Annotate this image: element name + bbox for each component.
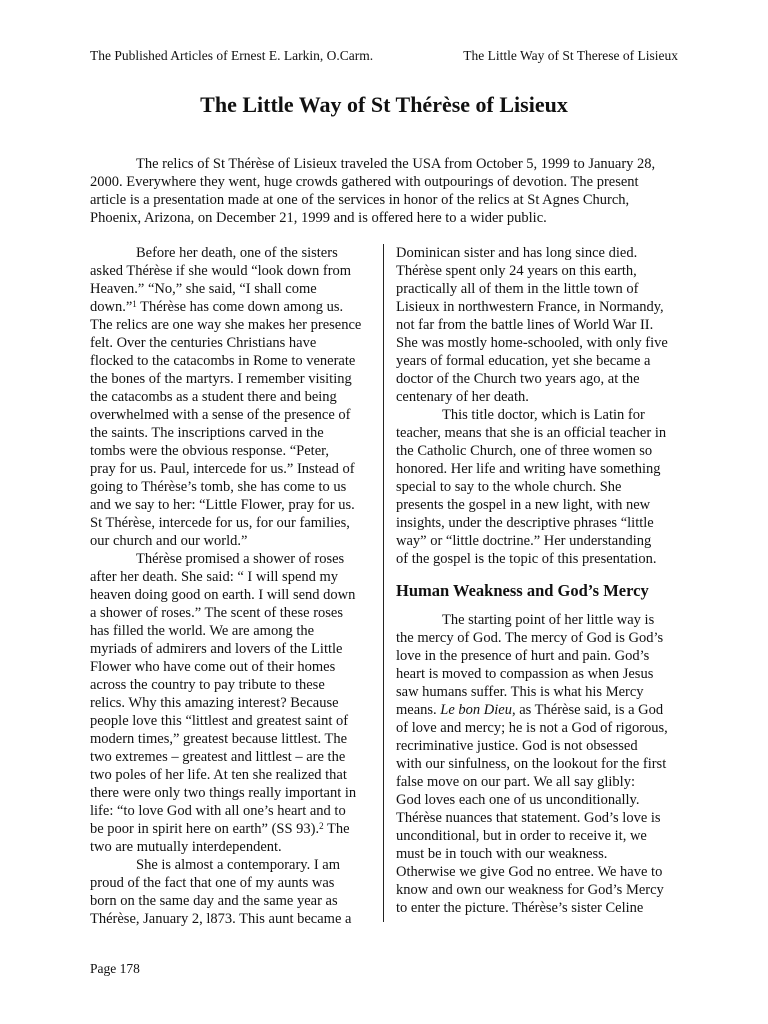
text-line: born on the same day and the same year as [90,893,338,909]
column-divider [383,244,384,922]
text-line: way” or “little doctrine.” Her understanding [396,533,652,549]
text-line: She was mostly home-schooled, with only five [396,335,668,351]
text-line: our church and our world.” [90,533,248,549]
left-column [90,244,370,928]
text-line: two are mutually interdependent. [90,839,282,855]
footnote-ref-2[interactable]: 2 [319,821,324,831]
text-line: God loves each one of us unconditionally. [396,792,640,808]
text-line: overwhelmed with a sense of the presence of [90,407,351,423]
text-line: the bones of the martyrs. I remember visiting [90,371,352,387]
text-line: Before her death, one of the sisters [136,245,338,261]
text-line [90,298,370,316]
text-line: Flower who have come out of their homes [90,659,336,675]
intro-line: 2000. Everywhere they went, huge crowds gathered with outpourings of devotion. The present [90,174,639,190]
text-line: life: “to love God with all one’s heart and to [90,803,346,819]
text-line: pray for us. Paul, intercede for us.” Instead of [90,461,355,477]
text-line: unconditional, but in order to receive it, we [396,828,647,844]
text-line: heaven doing good on earth. I will send down [90,587,356,603]
text-line: heart is moved to compassion as when Jesus [396,666,654,682]
text-line: presents the gospel in a new light, with new [396,497,651,513]
text-line: of love and mercy; he is not a God of rigorous, [396,720,668,736]
text-fragment: Thérèse has come down among us. [136,299,344,315]
text-fragment: means. [396,702,441,718]
footnote-ref-1[interactable]: 1 [132,299,137,309]
text-line: a shower of roses.” The scent of these roses [90,605,343,621]
text-line: the Catholic Church, one of three women so [396,443,653,459]
text-line: the saints. The inscriptions carved in the [90,425,324,441]
intro-line: The relics of St Thérèse of Lisieux traveled the USA from October 5, 1999 to January 28, [136,156,656,172]
text-line: of the gospel is the topic of this presentation. [396,551,657,567]
text-line: This title doctor, which is Latin for [442,407,645,423]
right-column [396,244,682,917]
text-line: Thérèse promised a shower of roses [136,551,345,567]
text-line: Heaven.” “No,” she said, “I shall come [90,281,317,297]
text-line: after her death. She said: “ I will spend my [90,569,339,585]
text-fragment: be poor in spirit here on earth” (SS 93). [90,821,320,837]
text-line: practically all of them in the little town of [396,281,639,297]
text-line: the catacombs as a student there and being [90,389,337,405]
page-number: Page 178 [90,961,140,976]
text-line [90,820,370,838]
text-fragment: , as Thérèse said, is a God [511,702,664,718]
section-heading: Human Weakness and God’s Mercy [396,581,649,600]
text-line: Lisieux in northwestern France, in Normandy, [396,299,664,315]
text-line: centenary of her death. [396,389,529,405]
italic-phrase: Le bon Dieu [440,702,512,718]
text-line: recriminative justice. God is not obsessed [396,738,638,754]
text-line: teacher, means that she is an official teacher in [396,425,667,441]
text-fragment: The [323,821,350,837]
text-line: St Thérèse, intercede for us, for our families, [90,515,350,531]
running-header [90,47,678,65]
text-line [396,701,682,719]
text-line: there were only two things really important in [90,785,357,801]
intro-line: Phoenix, Arizona, on December 21, 1999 and is offered here to a wider public. [90,210,547,226]
text-line: must be in touch with our weakness. [396,846,608,862]
text-line: The starting point of her little way is [442,612,655,628]
text-line: Thérèse nuances that statement. God’s love is [396,810,661,826]
text-line: with our sinfulness, on the lookout for the first [396,756,667,772]
intro-paragraph [90,155,680,227]
text-line: going to Thérèse’s tomb, she has come to us [90,479,347,495]
text-line: honored. Her life and writing have something [396,461,661,477]
text-line: two extremes – greatest and littlest – are the [90,749,346,765]
text-fragment: down.” [90,299,133,315]
text-line: special to say to the whole church. She [396,479,622,495]
text-line: has filled the world. We are among the [90,623,315,639]
text-line: insights, under the descriptive phrases “little [396,515,654,531]
text-line: tombs were the obvious response. “Peter, [90,443,330,459]
header-publication: The Published Articles of Ernest E. Larkin, O.Carm. [90,48,374,63]
intro-line: article is a presentation made at one of the services in honor of the relics at St Agnes Church, [90,192,630,208]
header-article-title: The Little Way of St Therese of Lisieux [463,48,678,63]
text-line: The relics are one way she makes her presence [90,317,362,333]
text-line: the mercy of God. The mercy of God is God’s [396,630,664,646]
text-line: asked Thérèse if she would “look down from [90,263,352,279]
text-line: doctor of the Church two years ago, at the [396,371,640,387]
text-line: She is almost a contemporary. I am [136,857,341,873]
text-line: false move on our part. We all say glibly: [396,774,635,790]
text-line: relics. Why this amazing interest? Because [90,695,339,711]
text-line: proud of the fact that one of my aunts was [90,875,335,891]
text-line: flocked to the catacombs in Rome to venerate [90,353,356,369]
text-line: Thérèse, January 2, l873. This aunt became a [90,911,352,927]
text-line: saw humans suffer. This is what his Mercy [396,684,644,700]
text-line: felt. Over the centuries Christians have [90,335,317,351]
text-line: two poles of her life. At ten she realized that [90,767,347,783]
text-line: know and own our weakness for God’s Mercy [396,882,664,898]
text-line: Thérèse spent only 24 years on this earth, [396,263,637,279]
text-line: Otherwise we give God no entree. We have to [396,864,663,880]
text-line: myriads of admirers and lovers of the Little [90,641,343,657]
text-line: years of formal education, yet she became a [396,353,651,369]
text-line: not far from the battle lines of World War II. [396,317,654,333]
text-line: across the country to pay tribute to these [90,677,325,693]
article-title: The Little Way of St Thérèse of Lisieux [200,92,568,117]
text-line: to enter the picture. Thérèse’s sister Celine [396,900,644,916]
text-line: and we say to her: “Little Flower, pray for us. [90,497,355,513]
text-line: modern times,” greatest because littlest. The [90,731,348,747]
text-line: love in the presence of hurt and pain. God’s [396,648,650,664]
text-line: Dominican sister and has long since died. [396,245,638,261]
text-line: people love this “littlest and greatest saint of [90,713,349,729]
